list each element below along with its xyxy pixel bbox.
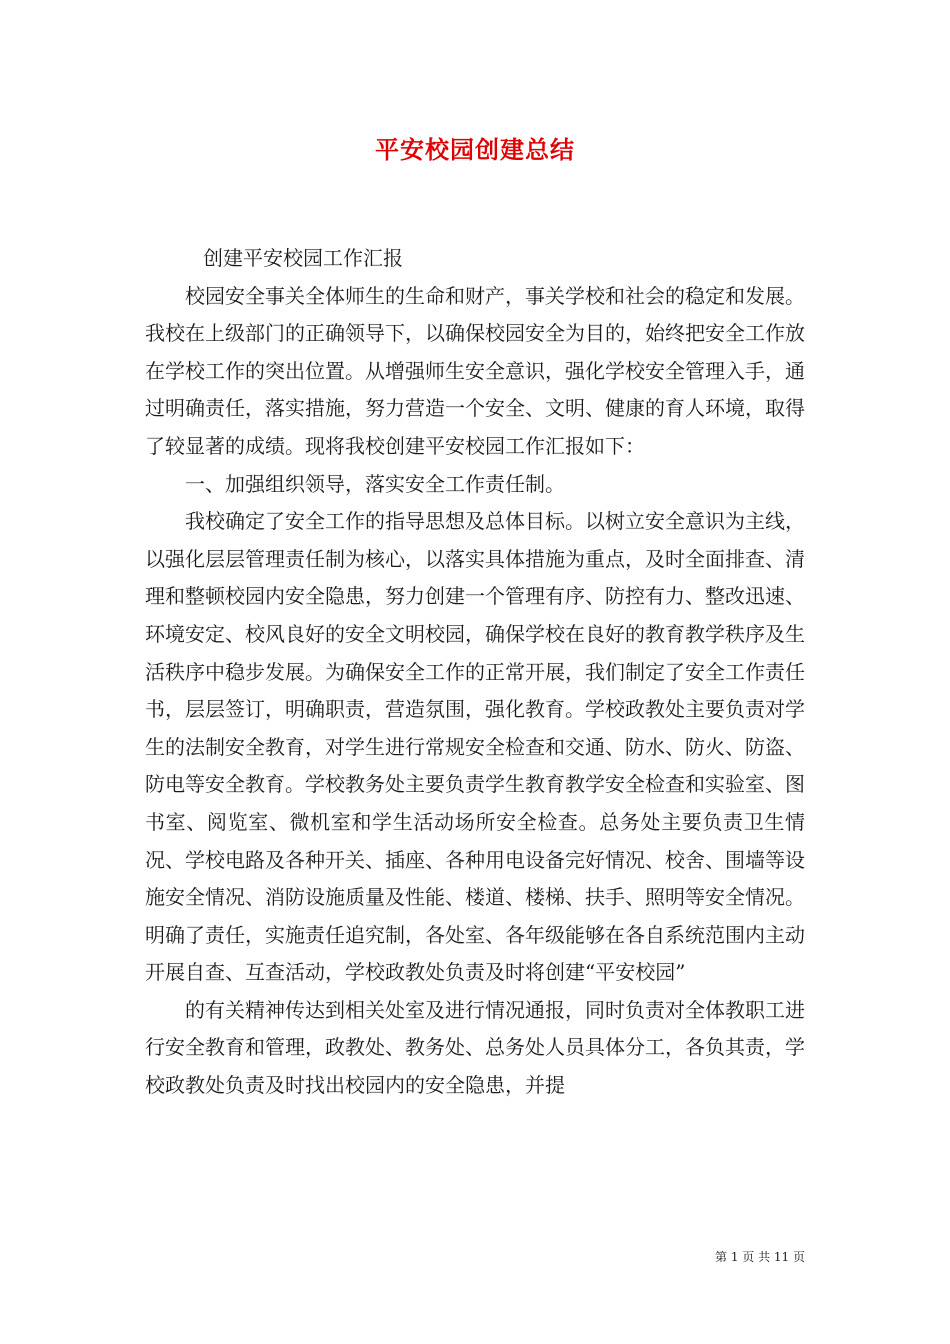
paragraph-continuation: 的有关精神传达到相关处室及进行情况通报，同时负责对全体教职工进行安全教育和管理，政教处、教务处、总务处人员具体分工，各负其责，学校政教处负责及时找出校园内的安全隐患，并提 bbox=[145, 997, 805, 1098]
paragraph-intro: 校园安全事关全体师生的生命和财产，事关学校和社会的稳定和发展。我校在上级部门的正确领导下，以确保校园安全为目的，始终把安全工作放在学校工作的突出位置。从增强师生安全意识，强化学校安全管理入手，通过明确责任，落实措施，努力营造一个安全、文明、健康的育人环境，取得了较显著的成绩。现将我校创建平安校园工作汇报如下： bbox=[145, 283, 805, 458]
document-body bbox=[145, 240, 805, 1105]
page-number-footer: 第 1 页 共 11 页 bbox=[715, 1250, 805, 1264]
paragraph-heading: 创建平安校园工作汇报 bbox=[203, 246, 403, 270]
document-title: 平安校园创建总结 bbox=[375, 136, 575, 164]
paragraph-section-one-body: 我校确定了安全工作的指导思想及总体目标。以树立安全意识为主线，以强化层层管理责任制为核心，以落实具体措施为重点，及时全面排查、清理和整顿校园内安全隐患，努力创建一个管理有序、防控有力、整改迅速、环境安定、校风良好的安全文明校园，确保学校在良好的教育教学秩序及生活秩序中稳步发展。为确保安全工作的正常开展，我们制定了安全工作责任书，层层签订，明确职责，营造氛围，强化教育。学校政教处主要负责对学生的法制安全教育，对学生进行常规安全检查和交通、防水、防火、防盗、防电等安全教育。学校教务处主要负责学生教育教学安全检查和实验室、图书室、阅览室、微机室和学生活动场所安全检查。总务处主要负责卫生情况、学校电路及各种开关、插座、各种用电设备完好情况、校舍、围墙等设施安全情况、消防设施质量及性能、楼道、楼梯、扶手、照明等安全情况。明确了责任，实施责任追究制，各处室、各年级能够在各自系统范围内主动开展自查、互查活动，学校政教处负责及时将创建“平安校园” bbox=[145, 509, 805, 985]
paragraph-section-one-heading: 一、加强组织领导，落实安全工作责任制。 bbox=[185, 471, 565, 496]
